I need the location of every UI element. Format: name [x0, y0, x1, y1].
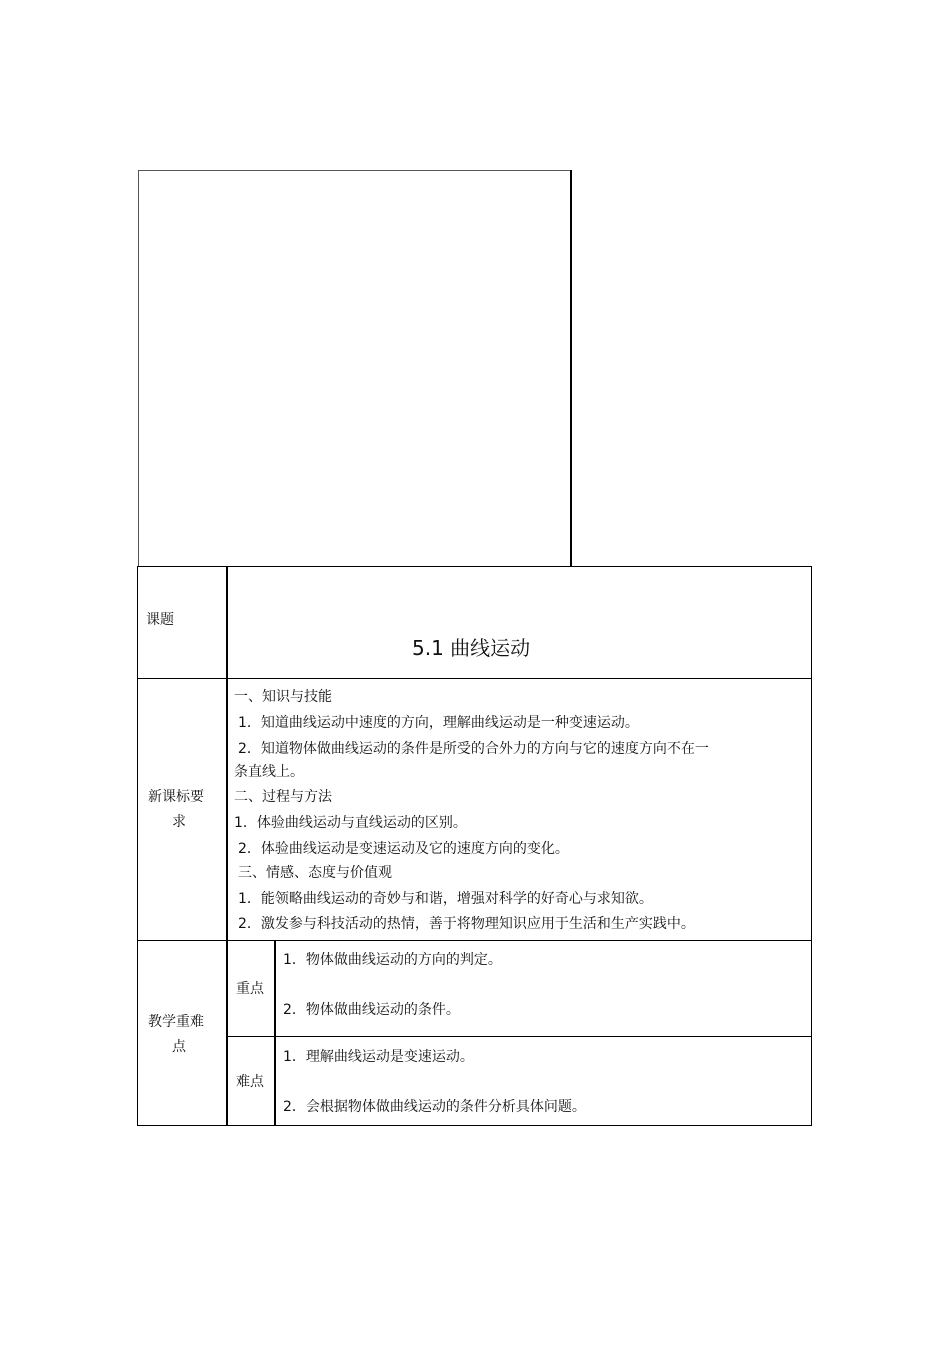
top-box-top-border	[138, 170, 571, 171]
requirement-line: 一、知识与技能	[234, 689, 332, 705]
requirement-line: 1．体验曲线运动与直线运动的区别。	[234, 815, 467, 831]
focus-label: 重点	[236, 981, 264, 997]
table-line-row1	[137, 678, 812, 679]
requirement-line: 1．知道曲线运动中速度的方向，理解曲线运动是一种变速运动。	[238, 715, 639, 731]
focus-item: 1．物体做曲线运动的方向的判定。	[283, 952, 502, 968]
table-line-col1	[226, 566, 228, 1126]
difficulty-label: 难点	[236, 1074, 264, 1090]
difficulty-item: 2．会根据物体做曲线运动的条件分析具体问题。	[283, 1099, 586, 1115]
table-line-right	[811, 566, 812, 1126]
requirement-line: 2．体验曲线运动是变速运动及它的速度方向的变化。	[238, 841, 569, 857]
table-line-top	[137, 566, 812, 567]
table-line-sub	[227, 1036, 812, 1037]
requirement-line: 2．激发参与科技活动的热情，善于将物理知识应用于生活和生产实践中。	[238, 916, 695, 932]
table-line-col2	[274, 940, 276, 1126]
difficulty-item: 1．理解曲线运动是变速运动。	[283, 1049, 474, 1065]
key-points-label-line1: 教学重难	[148, 1014, 204, 1030]
requirement-line: 2．知道物体做曲线运动的条件是所受的合外力的方向与它的速度方向不在一	[238, 741, 709, 757]
requirement-line: 二、过程与方法	[234, 789, 332, 805]
table-line-bottom	[137, 1125, 812, 1126]
page-title: 5.1 曲线运动	[412, 636, 531, 660]
table-line-row2	[137, 940, 812, 941]
top-box-left-border	[138, 170, 139, 566]
focus-item: 2．物体做曲线运动的条件。	[283, 1002, 460, 1018]
topic-label: 课题	[146, 612, 174, 628]
top-box-right-border	[570, 170, 572, 566]
requirement-line: 条直线上。	[234, 764, 304, 780]
key-points-label-line2: 点	[172, 1039, 186, 1055]
requirement-line: 三、情感、态度与价值观	[238, 865, 392, 881]
requirements-label-line2: 求	[172, 814, 186, 830]
table-line-left	[137, 566, 138, 1126]
requirement-line: 1．能领略曲线运动的奇妙与和谐，增强对科学的好奇心与求知欲。	[238, 891, 653, 907]
requirements-label-line1: 新课标要	[148, 789, 204, 805]
